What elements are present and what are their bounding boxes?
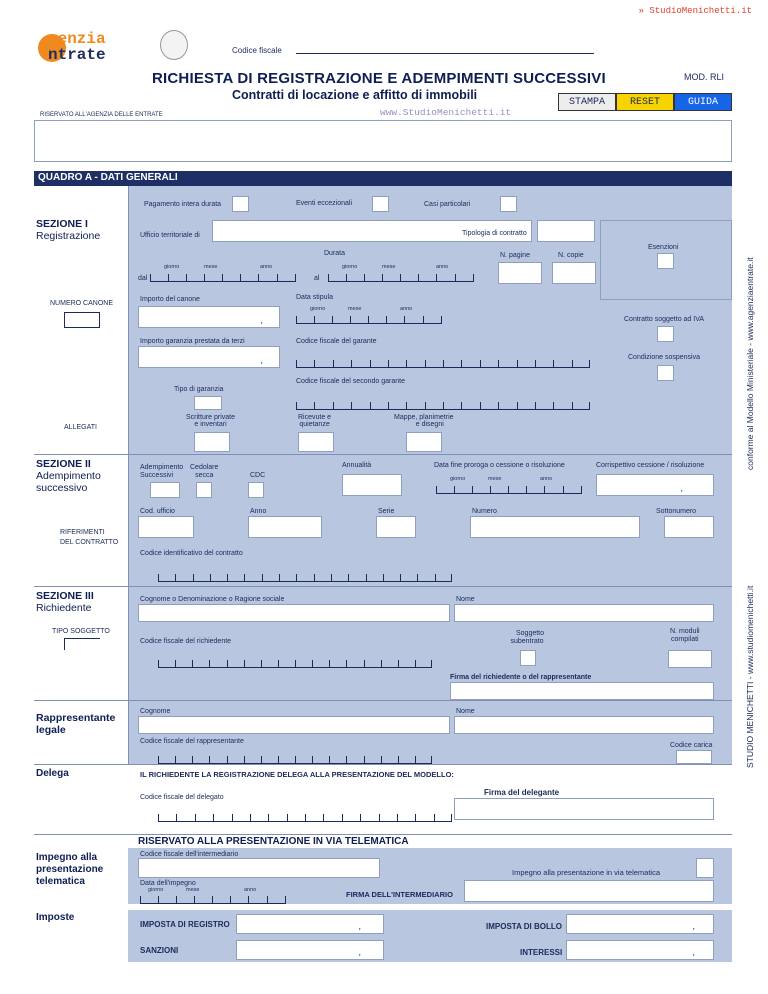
nome2-label: Nome (456, 708, 475, 715)
cdc-label: CDC (250, 472, 266, 479)
anno-label: Anno (250, 508, 267, 515)
interessi-label: INTERESSI (520, 948, 563, 957)
sanzioni-input[interactable]: , (236, 940, 384, 960)
reserved-office-box (34, 120, 732, 162)
firma-delegante-input[interactable] (454, 798, 714, 820)
nome-input[interactable] (454, 604, 714, 622)
data-fine-label: Data fine proroga o cessione o risoluzione (434, 462, 565, 469)
reserved-label: RISERVATO ALL'AGENZIA DELLE ENTRATE (40, 112, 163, 118)
casi-checkbox[interactable] (500, 196, 517, 212)
n-pagine-label: N. pagine (500, 252, 530, 259)
cf-intermediario-label: Codice fiscale dell'intermediario (140, 851, 239, 858)
nome-label: Nome (456, 596, 475, 603)
sezione-3-title: SEZIONE III Richiedente (36, 590, 94, 614)
data-impegno-label: Data dell'impegno (140, 880, 196, 887)
firma-richiedente-input[interactable] (450, 682, 714, 700)
dal-mese-label: mese (204, 264, 218, 270)
tipo-garanzia-label: Tipo di garanzia (174, 386, 224, 393)
firma-intermediario-input[interactable] (464, 880, 714, 902)
cod-ufficio-input[interactable] (138, 516, 194, 538)
scritture-input[interactable] (194, 432, 230, 452)
scritture-label: Scritture private e inventari (186, 414, 236, 428)
cf-delegato-field[interactable] (158, 814, 452, 822)
mappe-label: Mappe, planimetrie e disegni (394, 414, 454, 428)
dal-label: dal (138, 275, 148, 282)
fine-mese-label: mese (488, 476, 502, 482)
al-giorno-label: giorno (342, 264, 358, 270)
tipologia-label: Tipologia di contratto (462, 230, 527, 237)
divider-delega (34, 764, 732, 765)
esenzioni-checkbox[interactable] (657, 253, 674, 269)
side-text-top: conforme al Modello Ministeriale - www.agenziaentrate.it (745, 257, 755, 470)
al-label: al (314, 275, 320, 282)
imposta-bollo-input[interactable]: , (566, 914, 714, 934)
data-stipula-label: Data stipula (296, 294, 333, 301)
cf-garante-field[interactable] (296, 360, 590, 368)
nome2-input[interactable] (454, 716, 714, 734)
impegno-presentazione-input[interactable] (696, 858, 714, 878)
anno-input[interactable] (248, 516, 322, 538)
codice-identificativo-label: Codice identificativo del contratto (140, 550, 243, 557)
logo-text-top: genzia (48, 30, 106, 48)
fine-giorno-label: giorno (450, 476, 466, 482)
cf-delegato-label: Codice fiscale del delegato (140, 794, 224, 801)
firma-richiedente-label: Firma del richiedente o del rappresentante (450, 674, 592, 681)
cf-richiedente-field[interactable] (158, 660, 432, 668)
adempimento-input[interactable] (150, 482, 180, 498)
casi-label: Casi particolari (424, 201, 471, 208)
telematica-title: RISERVATO ALLA PRESENTAZIONE IN VIA TELEMATICA (138, 836, 409, 847)
logo-text-bottom: ntrate (48, 46, 106, 64)
corrispettivo-input[interactable]: , (596, 474, 714, 496)
adempimento-label: Adempimento Successivi (140, 464, 184, 479)
sanzioni-label: SANZIONI (140, 946, 179, 955)
garanzia-label: Importo garanzia prestata da terzi (140, 338, 245, 345)
imposta-bollo-label: IMPOSTA DI BOLLO (486, 922, 562, 931)
numero-canone-input[interactable] (64, 312, 100, 328)
cf-rappresentante-field[interactable] (158, 756, 432, 764)
ricevute-input[interactable] (298, 432, 334, 452)
cognome-ragione-input[interactable] (138, 604, 450, 622)
left-panel-edge (128, 186, 129, 764)
serie-input[interactable] (376, 516, 416, 538)
cognome-label: Cognome (140, 708, 171, 715)
fine-anno-label: anno (540, 476, 553, 482)
n-moduli-input[interactable] (668, 650, 712, 668)
dal-date-field[interactable] (150, 274, 296, 282)
n-copie-label: N. copie (558, 252, 584, 259)
importo-canone-label: Importo del canone (140, 296, 200, 303)
side-text-bottom: STUDIO MENICHETTI - www.studiomenichetti.it (745, 585, 755, 768)
n-copie-input[interactable] (552, 262, 596, 284)
sospensiva-label: Condizione sospensiva (628, 354, 700, 361)
annualita-label: Annualità (342, 462, 372, 469)
n-pagine-input[interactable] (498, 262, 542, 284)
cdc-checkbox[interactable] (248, 482, 264, 498)
serie-label: Serie (378, 508, 395, 515)
delega-text: IL RICHIEDENTE LA REGISTRAZIONE DELEGA ALLA PRESENTAZIONE DEL MODELLO: (140, 770, 454, 779)
ufficio-label: Ufficio territoriale di (140, 232, 200, 239)
pagamento-label: Pagamento intera durata (144, 201, 222, 208)
allegati-label: ALLEGATI (64, 424, 97, 431)
rappresentante-title: Rappresentante legale (36, 712, 116, 736)
agenzia-entrate-logo (34, 28, 158, 68)
codice-carica-label: Codice carica (670, 742, 713, 749)
mappe-input[interactable] (406, 432, 442, 452)
tipo-garanzia-input[interactable] (194, 396, 222, 410)
garanzia-input[interactable]: , (138, 346, 280, 368)
eventi-label: Eventi eccezionali (296, 200, 353, 207)
impegno-presentazione-label: Impegno alla presentazione in via telematica (512, 868, 661, 877)
tipologia-input[interactable] (537, 220, 595, 242)
website-text[interactable]: www.StudioMenichetti.it (380, 107, 512, 118)
ricevute-label: Ricevute e quietanze (298, 414, 332, 428)
quadro-a-title: QUADRO A - DATI GENERALI (38, 172, 178, 183)
imposta-registro-label: IMPOSTA DI REGISTRO (140, 920, 230, 929)
mod-label: MOD. RLI (684, 72, 725, 82)
stipula-anno-label: anno (400, 306, 413, 312)
imposta-registro-input[interactable]: , (236, 914, 384, 934)
divider-sez2 (34, 454, 732, 455)
codice-fiscale-header-field[interactable] (296, 36, 594, 54)
cognome-input[interactable] (138, 716, 450, 734)
sottonumero-input[interactable] (664, 516, 714, 538)
reset-button[interactable]: RESET (616, 93, 674, 111)
cedolare-label: Cedolare secca (190, 464, 219, 479)
annualita-input[interactable] (342, 474, 402, 496)
impegno-giorno-label: giorno (148, 887, 164, 893)
site-link[interactable]: » StudioMenichetti.it (638, 6, 752, 16)
cod-ufficio-label: Cod. ufficio (140, 508, 175, 515)
impegno-mese-label: mese (186, 887, 200, 893)
codice-identificativo-field[interactable] (158, 574, 452, 582)
riferimenti-label: RIFERIMENTI DEL CONTRATTO (60, 529, 119, 546)
cognome-ragione-label: Cognome o Denominazione o Ragione sociale (140, 596, 285, 603)
eventi-checkbox[interactable] (372, 196, 389, 212)
soggetto-subentrato-label: Soggetto subentrato (510, 630, 545, 645)
n-moduli-label: N. moduli compilati (670, 628, 700, 643)
cf-garante-label: Codice fiscale del garante (296, 338, 377, 345)
dal-giorno-label: giorno (164, 264, 180, 270)
al-date-field[interactable] (328, 274, 474, 282)
codice-fiscale-label: Codice fiscale (232, 46, 282, 55)
cf-intermediario-input[interactable] (138, 858, 380, 878)
iva-checkbox[interactable] (657, 326, 674, 342)
cedolare-checkbox[interactable] (196, 482, 212, 498)
sezione-1-title: SEZIONE I Registrazione (36, 218, 101, 242)
firma-intermediario-label: FIRMA DELL'INTERMEDIARIO (346, 890, 453, 899)
sospensiva-checkbox[interactable] (657, 365, 674, 381)
cf-rappresentante-label: Codice fiscale del rappresentante (140, 738, 244, 745)
divider-telematica (34, 834, 732, 835)
numero-canone-label: NUMERO CANONE (50, 300, 114, 307)
divider-sez3 (34, 586, 732, 587)
numero-input[interactable] (470, 516, 640, 538)
form-title: RICHIESTA DI REGISTRAZIONE E ADEMPIMENTI SUCCESSIVI (152, 70, 606, 87)
divider-rappresentante (34, 700, 732, 701)
impegno-anno-label: anno (244, 887, 257, 893)
al-mese-label: mese (382, 264, 396, 270)
tipo-soggetto-input[interactable] (64, 638, 100, 650)
data-fine-field[interactable] (436, 486, 582, 494)
data-stipula-field[interactable] (296, 316, 442, 324)
cf-secondo-label: Codice fiscale del secondo garante (296, 378, 405, 385)
delega-title: Delega (36, 768, 69, 779)
quadro-a-header (34, 171, 732, 186)
codice-carica-input[interactable] (676, 750, 712, 764)
esenzioni-label: Esenzioni (648, 244, 679, 251)
iva-label: Contratto soggetto ad IVA (624, 316, 705, 323)
importo-canone-input[interactable]: , (138, 306, 280, 328)
al-anno-label: anno (436, 264, 449, 270)
soggetto-subentrato-checkbox[interactable] (520, 650, 536, 666)
cf-secondo-field[interactable] (296, 402, 590, 410)
stipula-mese-label: mese (348, 306, 362, 312)
tipo-soggetto-label: TIPO SOGGETTO (52, 628, 110, 635)
firma-delegante-label: Firma del delegante (484, 788, 560, 797)
form-subtitle: Contratti di locazione e affitto di immobili (232, 88, 478, 102)
dal-anno-label: anno (260, 264, 273, 270)
stampa-button[interactable]: STAMPA (558, 93, 616, 111)
numero-label: Numero (472, 508, 497, 515)
durata-label: Durata (324, 250, 346, 257)
pagamento-checkbox[interactable] (232, 196, 249, 212)
imposte-title: Imposte (36, 912, 75, 923)
guida-button[interactable]: GUIDA (674, 93, 732, 111)
interessi-input[interactable]: , (566, 940, 714, 960)
stipula-giorno-label: giorno (310, 306, 326, 312)
cf-richiedente-label: Codice fiscale del richiedente (140, 638, 232, 645)
sezione-2-title: SEZIONE II Adempimento successivo (36, 458, 101, 494)
republic-emblem-icon (160, 30, 188, 60)
corrispettivo-label: Corrispettivo cessione / risoluzione (596, 462, 705, 469)
sottonumero-label: Sottonumero (656, 508, 697, 515)
data-impegno-field[interactable] (140, 896, 286, 904)
impegno-title: Impegno alla presentazione telematica (36, 852, 104, 887)
